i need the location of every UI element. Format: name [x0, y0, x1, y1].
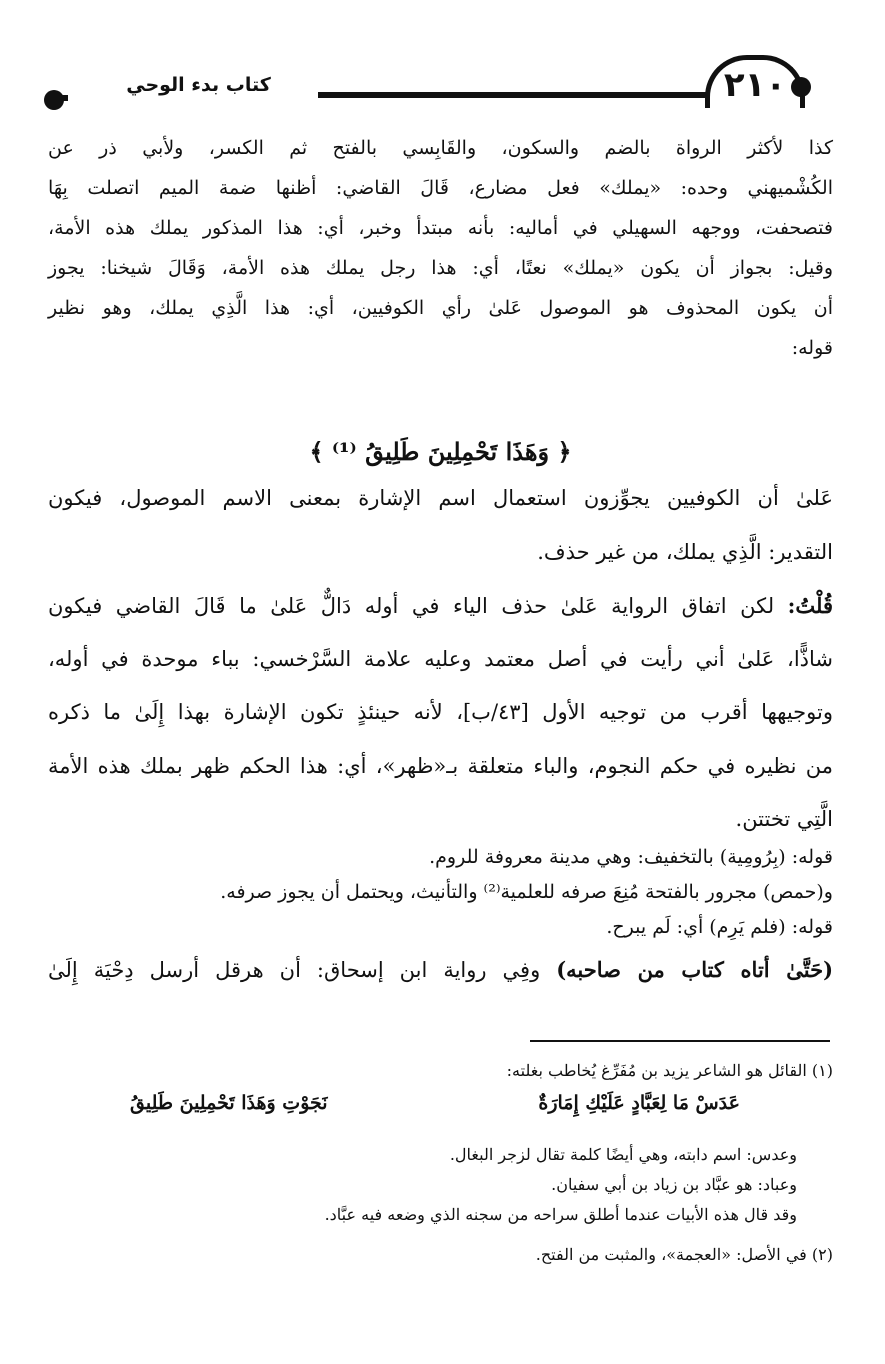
- footnote-hemistich-1: عَدَسْ مَا لِعَبَّادٍ عَلَيْكِ إِمَارَةٌ: [538, 1092, 740, 1114]
- text-span: لكن اتفاق الرواية عَلىٰ حذف الياء في أوله دَالٌّ عَلىٰ ما قَالَ القاضي فيكون: [48, 594, 788, 618]
- text-line: أن يكون المحذوف هو الموصول عَلىٰ رأي الكوفيين، أي: هذا الَّذِي يملك، وهو نظير: [48, 297, 833, 319]
- paragraph-3: [48, 840, 833, 995]
- footnote-line: وعدس: اسم دابته، وهي أيضًا كلمة تقال لزجر البغال.: [449, 1145, 797, 1164]
- text-line: قوله:: [791, 337, 833, 359]
- text-span: وفِي رواية ابن إسحاق: أن هرقل أرسل دِحْيَة إِلَىٰ: [48, 958, 557, 982]
- text-line: [48, 579, 833, 633]
- text-line: التقدير: الَّذِي يملك، من غير حذف.: [537, 539, 833, 564]
- text-line: فتصحفت، ووجهه السهيلي في أماليه: بأنه مبتدأ وخبر، أي: هذا المذكور يملك هذه الأمة،: [48, 217, 833, 239]
- paragraph-2: [48, 472, 833, 847]
- footnote-line: (٢) في الأصل: «العجمة»، والمثبت من الفتح.: [535, 1245, 833, 1264]
- header-left-dash: [50, 95, 68, 101]
- text-line: و(حمص) مجرور بالفتحة مُنِعَ صرفه للعلمية⁽²⁾ والتأنيث، ويحتمل أن يجوز صرفه.: [220, 881, 833, 903]
- header-rule: [318, 92, 710, 98]
- footnote-verse: [130, 1092, 740, 1126]
- footnote-line: وعباد: هو عبَّاد بن زياد بن أبي سفيان.: [551, 1175, 797, 1194]
- footnote-hemistich-2: نَجَوْتِ وَهَذَا تَحْمِلِينَ طَلِيقُ: [130, 1092, 328, 1114]
- qult-label: قُلْتُ:: [787, 593, 833, 618]
- running-title: كتاب بدء الوحي: [126, 74, 271, 96]
- text-line: كذا لأكثر الرواة بالضم والسكون، والقَابِسي بالفتح ثم الكسر، ولأبي ذر عن: [48, 137, 833, 159]
- text-line: الَّتِي تختتن.: [735, 807, 833, 831]
- footnote-rule: [530, 1040, 830, 1042]
- text-line: قوله: (بِرُومِية) بالتخفيف: وهي مدينة معروفة للروم.: [429, 846, 833, 868]
- text-line: عَلىٰ أن الكوفيين يجوِّزون استعمال اسم الإشارة بمعنى الاسم الموصول، فيكون: [48, 486, 833, 510]
- header-right-dot: [791, 77, 811, 97]
- footnote-1-intro: [48, 1056, 833, 1086]
- footnote-line: وقد قال هذه الأبيات عندما أطلق سراحه من سجنه الذي وضعه فيه عبَّاد.: [324, 1205, 797, 1224]
- footnote-2: [48, 1240, 833, 1270]
- bold-quote: (حَتَّىٰ أتاه كتاب من صاحبه): [556, 957, 834, 982]
- text-line: الكُشْميهني وحده: «يملك» فعل مضارع، قَالَ القاضي: أظنها ضمة الميم اتصلت بِهَا: [48, 177, 833, 199]
- footnote-1-notes: [48, 1140, 833, 1230]
- paragraph-1: [48, 128, 833, 368]
- page-number: ٢١٠: [705, 55, 805, 108]
- text-line: قوله: (فلم يَرِم) أي: لَم يبرح.: [606, 916, 833, 938]
- text-line: شاذًّا، عَلىٰ أني رأيت في أصل معتمد وعليه علامة السَّرْخسي: بباء موحدة في أوله،: [48, 646, 833, 671]
- footnote-line: (١) القائل هو الشاعر يزيد بن مُفَرِّغ يُخاطب بغلته:: [506, 1061, 833, 1080]
- text-line: وتوجيهها أقرب من توجيه الأول [٤٣/ب]، لأنه حينئذٍ تكون الإشارة بهذا إِلَىٰ ما ذكره: [48, 700, 833, 724]
- text-line: [48, 945, 833, 995]
- text-line: من نظيره في حكم النجوم، والباء متعلقة بـ«ظهر»، أي: هذا الحكم ظهر بملك هذه الأمة: [48, 753, 833, 778]
- text-line: وقيل: بجواز أن يكون «يملك» نعتًا، أي: هذا رجل يملك هذه الأمة، وَقَالَ شيخنا: يجوز: [48, 257, 833, 279]
- quoted-verse: ﴿ وَهَذَا تَحْمِلِينَ طَلِيقُ ⁽¹⁾ ﴾: [309, 437, 572, 466]
